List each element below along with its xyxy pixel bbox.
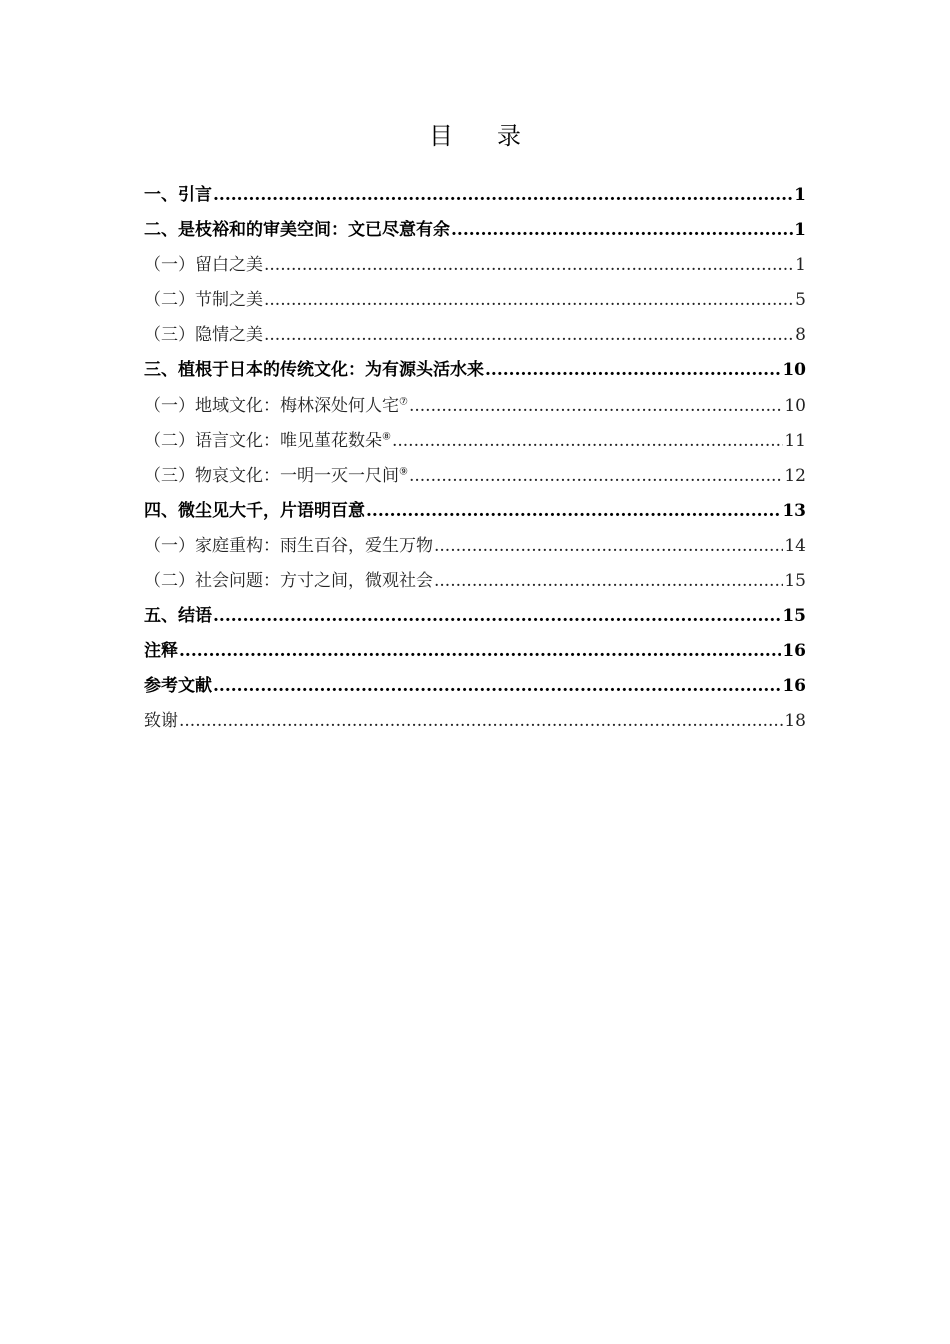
toc-entry-label [144,599,212,634]
toc-entry-label [144,318,263,353]
toc-page-number: 13 [782,500,806,521]
toc-entry[interactable] [144,389,806,424]
footnote-marker: ⑨ [399,466,408,478]
toc-page-number: 10 [784,395,806,416]
toc-page-number: 11 [784,430,806,451]
toc-entry-label [144,283,263,318]
toc-entry-label [144,529,433,564]
toc-entry-label [144,389,408,424]
toc-entry[interactable] [144,248,806,283]
toc-entry-label [144,669,212,704]
toc-entry-label [144,353,484,388]
toc-entry[interactable] [144,634,806,669]
toc-page-number: 1 [794,185,806,205]
toc-entry-label-text: 参考文献 [144,676,212,697]
dot-leader [392,424,783,459]
toc-entry[interactable] [144,494,806,529]
toc-entry-label [144,424,391,459]
dot-leader [366,494,781,529]
table-of-contents [144,178,806,740]
toc-entry-label [144,634,178,669]
toc-entry-label-text: 致谢 [144,711,178,732]
toc-entry-label-text: 二、是枝裕和的审美空间：文已尽意有余 [144,220,450,241]
toc-page-number: 8 [795,325,806,346]
toc-entry[interactable] [144,424,806,459]
toc-page-number: 1 [794,220,806,241]
toc-page-number: 1 [795,255,806,276]
toc-entry-label-text: （三）隐情之美 [144,325,263,346]
dot-leader [264,248,794,283]
dot-leader [179,634,781,669]
toc-page-number: 15 [784,571,806,592]
dot-leader [409,459,783,494]
dot-leader [213,178,793,213]
toc-entry-label [144,459,408,494]
toc-entry-label-text: 五、结语 [144,606,212,627]
dot-leader [264,283,794,318]
dot-leader [264,318,794,353]
toc-entry[interactable] [144,353,806,388]
toc-entry-label-text: （二）语言文化：唯见堇花数朵 [144,430,382,451]
toc-entry-label-text: （一）地域文化：梅林深处何人宅 [144,395,399,416]
toc-entry-label-text: （二）节制之美 [144,290,263,311]
toc-entry-label-text: 四、微尘见大千，片语明百意 [144,500,365,521]
toc-entry-label-text: 注释 [144,641,178,662]
toc-entry-label [144,704,178,739]
toc-page-number: 5 [795,290,806,311]
dot-leader [213,669,781,704]
toc-page-number: 16 [782,676,806,697]
footnote-marker: ⑧ [382,431,391,442]
dot-leader [434,564,783,599]
toc-entry[interactable] [144,283,806,318]
toc-entry-label [144,564,433,599]
toc-entry-label-text: 一、引言 [144,185,212,205]
dot-leader [451,213,793,248]
toc-page-number: 15 [782,606,806,627]
toc-entry[interactable] [144,178,806,213]
toc-entry[interactable] [144,564,806,599]
toc-page-number: 16 [782,641,806,662]
toc-entry-label [144,213,450,248]
toc-entry[interactable] [144,213,806,248]
toc-entry[interactable] [144,599,806,634]
toc-page-number: 10 [782,360,806,381]
dot-leader [409,389,783,424]
dot-leader [434,529,783,564]
dot-leader [485,353,781,388]
toc-page-number: 12 [784,465,806,486]
toc-entry-label-text: （一）留白之美 [144,255,263,276]
toc-entry[interactable] [144,459,806,494]
toc-entry[interactable] [144,704,806,739]
toc-entry-label-text: （一）家庭重构：雨生百谷，爱生万物 [144,535,433,556]
toc-entry[interactable] [144,669,806,704]
toc-entry-label-text: （二）社会问题：方寸之间，微观社会 [144,571,433,592]
toc-page-number: 18 [784,711,806,732]
toc-entry[interactable] [144,318,806,353]
footnote-marker: ⑦ [399,395,408,407]
dot-leader [179,704,783,739]
dot-leader [213,599,781,634]
toc-entry-label-text: 三、植根于日本的传统文化：为有源头活水来 [144,360,484,381]
toc-entry-label [144,494,365,529]
toc-title: 目录 [429,122,565,150]
toc-page-number: 14 [784,535,806,556]
toc-entry-label [144,248,263,283]
toc-entry-label-text: （三）物哀文化：一明一灭一尺间 [144,465,399,486]
toc-entry[interactable] [144,529,806,564]
toc-entry-label [144,178,212,213]
